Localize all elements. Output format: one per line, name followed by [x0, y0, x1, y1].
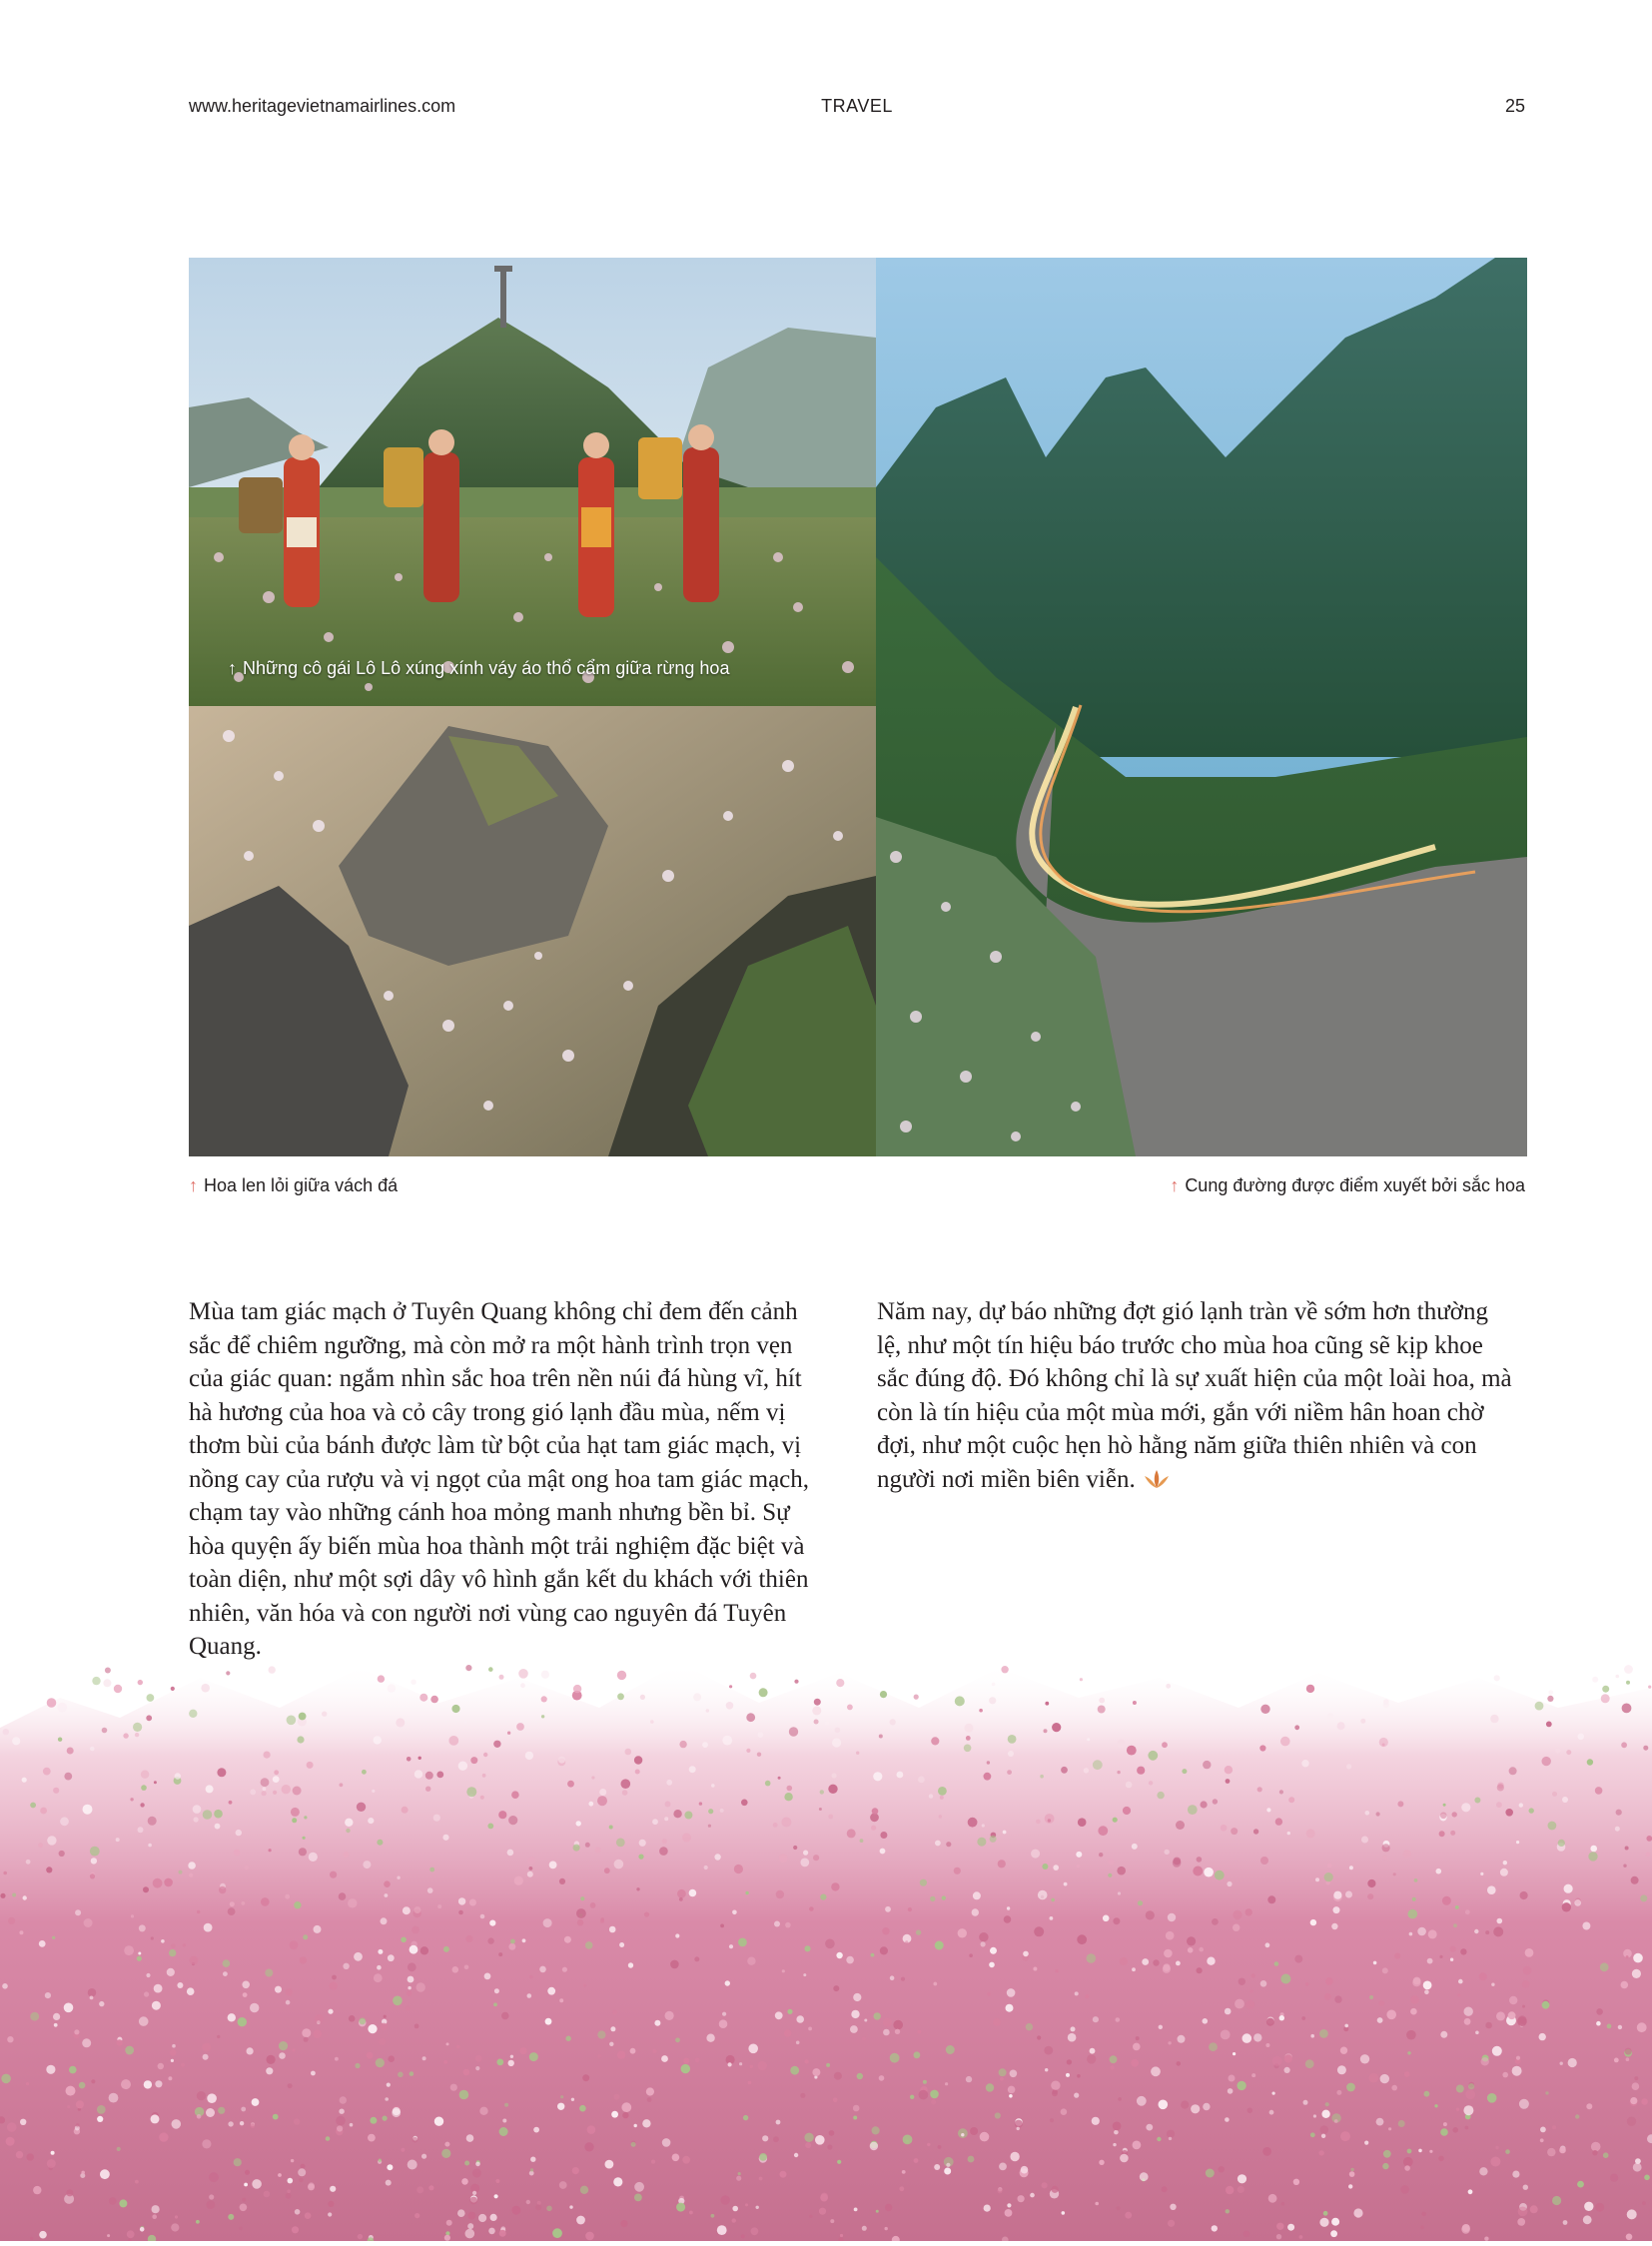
- caption-text: Cung đường được điểm xuyết bởi sắc hoa: [1185, 1175, 1525, 1195]
- section-label: TRAVEL: [821, 96, 893, 116]
- arrow-up-icon: ↑: [1170, 1175, 1180, 1195]
- photo-lolo-girls: [189, 258, 876, 706]
- arrow-up-icon: ↑: [189, 1175, 198, 1195]
- article-paragraph-2-text: Năm nay, dự báo những đợt gió lạnh tràn về sớm hơn thường lệ, như một tín hiệu báo trước cho mùa hoa cũng sẽ kịp khoe sắc đúng độ. Đó không chỉ là sự xuất hiện của một loài hoa, mà còn là tín hiệu của một mùa mới, gắn với niềm hân hoan chờ đợi, như một cuộc hẹn hò hằng năm giữa thiên nhiên và con người nơi miền biên viễn.: [877, 1298, 1512, 1493]
- article-paragraph-1: Mùa tam giác mạch ở Tuyên Quang không chỉ đem đến cảnh sắc để chiêm ngưỡng, mà còn mở ra một hành trình trọn vẹn của giác quan: ngắm nhìn sắc hoa trên nền núi đá hùng vĩ, hít hà hương của hoa và cỏ cây trong gió lạnh đầu mùa, nếm vị thơm bùi của bánh được làm từ bột của hạt tam giác mạch, vị nồng cay của rượu và vị ngọt của mật ong hoa tam giác mạch, chạm tay vào những cánh hoa mỏng manh nhưng bền bỉ. Sự hòa quyện ấy biến mùa hoa thành một trải nghiệm đặc biệt và toàn diện, như một sợi dây vô hình gắn kết du khách với thiên nhiên, văn hóa và con người nơi vùng cao nguyên đá Tuyên Quang.: [189, 1298, 810, 1660]
- photo-flowers-rocks: [189, 706, 876, 1156]
- caption-text: Hoa len lỏi giữa vách đá: [204, 1175, 399, 1195]
- photo-caption-flowers-rocks: [189, 1175, 398, 1196]
- photo-caption-lolo-girls: [228, 658, 729, 679]
- lotus-end-mark-icon: [1142, 1466, 1172, 1500]
- running-header: [189, 96, 1525, 120]
- caption-text: Những cô gái Lô Lô xúng xính váy áo thổ cẩm giữa rừng hoa: [243, 658, 730, 678]
- arrow-up-icon: ↑: [228, 658, 237, 678]
- website-url[interactable]: www.heritagevietnamairlines.com: [189, 96, 456, 116]
- photo-mountain-road: [876, 258, 1527, 1156]
- page-number: 25: [1504, 96, 1525, 116]
- photo-caption-mountain-road: [1170, 1175, 1525, 1196]
- article-column-right: [877, 1295, 1516, 1499]
- article-paragraph-2: [877, 1295, 1516, 1499]
- buckwheat-flower-field: [0, 1608, 1652, 2241]
